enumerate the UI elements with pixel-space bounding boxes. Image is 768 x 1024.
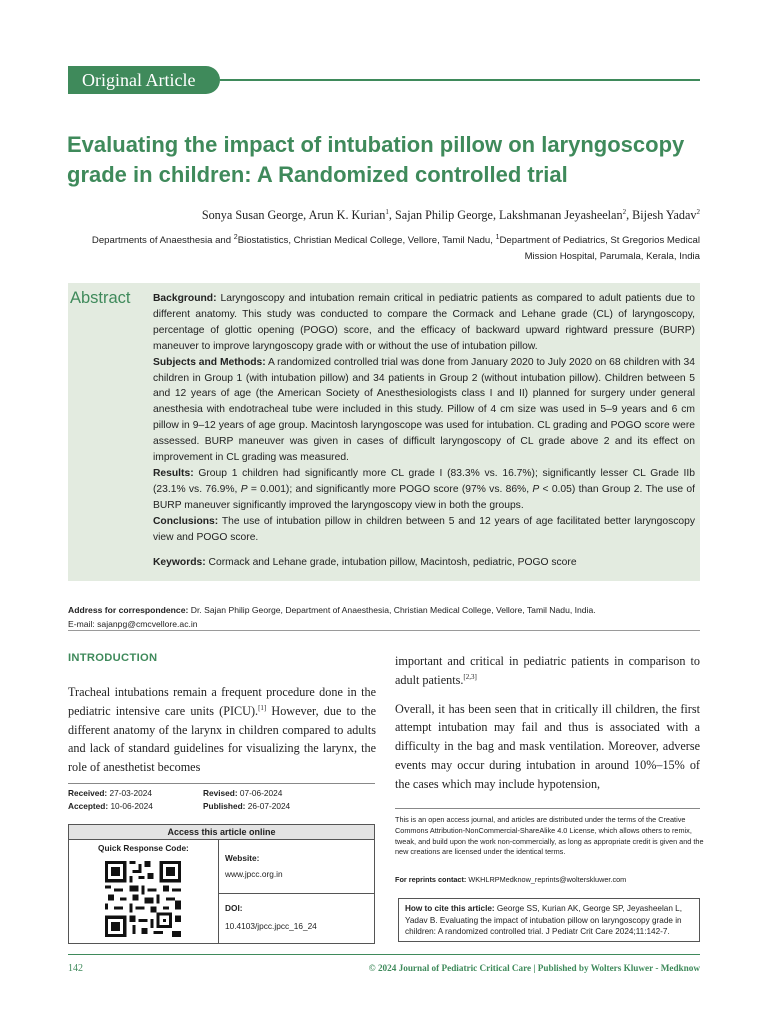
abstract-results: Results: Group 1 children had significantly more CL grade I (83.3% vs. 16.7%); significantly lesser CL Grade IIb (23.1% vs. 76.9%, P = 0.001); and significantly more POGO score (97% vs. 86%, P < 0.05) than Group 2. The use of BURP maneuver significantly improved the laryngoscopy view in both the groups. — [153, 467, 695, 511]
intro-paragraph-2: Overall, it has been seen that in critically ill children, the first attempt intubation may fail and thus is associated with a difficulty in the bag and mask ventilation. Moreover, adverse events may occur during intubation in around 10%–15% of the cases which may include hypotension, — [395, 701, 700, 791]
abstract-background: Background: Laryngoscopy and intubation remain critical in pediatric patients as compared to adult patients due to different anatomy. This study was conducted to compare the Cormack and Lehane grade (CL) of laryngoscopy, percentage of glottic opening (POGO) score, and the efficacy of backward upward rightward pressure (BURP) maneuver to improve laryngoscopy grade with or without the use of intubation pillow. — [153, 293, 695, 352]
author-list: Sonya Susan George, Arun K. Kurian$^1$, Sajan Philip George, Lakshmanan Jeyasheelan$^2$, Bijesh Yadav$^2$ — [201, 207, 700, 222]
doi-label: DOI: — [225, 903, 243, 913]
header-rule — [220, 79, 700, 81]
abstract-text — [153, 291, 695, 570]
abstract-label: Abstract — [70, 289, 131, 307]
author-affil-mark: 2 — [622, 207, 627, 216]
reprints-contact: For reprints contact: WKHLRPMedknow_reprints@wolterskluwer.com — [395, 875, 627, 884]
author: Arun K. Kurian — [308, 208, 386, 222]
divider — [395, 808, 700, 809]
author-affil-mark: 2 — [696, 207, 700, 216]
doi-link[interactable]: 10.4103/jpcc.jpcc_16_24 — [225, 921, 317, 931]
article-type-badge: Original Article — [68, 66, 220, 94]
reprints-email[interactable]: WKHLRPMedknow_reprints@wolterskluwer.com — [468, 875, 627, 884]
published-date: Published: 26-07-2024 — [203, 801, 291, 811]
footer-rule — [68, 954, 700, 955]
intro-paragraph-1-cont: important and critical in pediatric patients in comparison to adult patients.[2,3] — [395, 654, 700, 687]
qr-code-icon[interactable] — [105, 860, 181, 938]
intro-right-column — [395, 652, 700, 794]
section-heading-introduction: INTRODUCTION — [68, 652, 158, 664]
divider — [68, 783, 375, 784]
received-date: Received: 27-03-2024 — [68, 788, 152, 798]
abstract-keywords: Keywords: Cormack and Lehane grade, intubation pillow, Macintosh, pediatric, POGO score — [153, 556, 577, 568]
revised-date: Revised: 07-06-2024 — [203, 788, 283, 798]
correspondence: Address for correspondence: Dr. Sajan Philip George, Department of Anaesthesia, Christian Medical College, Vellore, Tamil Nadu, India. E-mail: sajanpg@cmcvellore.ac.in — [68, 603, 708, 631]
article-title: Evaluating the impact of intubation pillow on laryngoscopy grade in children: A Randomized controlled trial — [67, 132, 685, 187]
author-affil-mark: 1 — [385, 207, 389, 216]
accepted-date: Accepted: 10-06-2024 — [68, 801, 153, 811]
website-label: Website: — [225, 853, 260, 863]
license-note: This is an open access journal, and articles are distributed under the terms of the Creative Commons Attribution-NonCommercial-ShareAlike 4.0 License, which allows others to remix, tweak, and build upon the work non-commercially, as long as appropriate credit is given and the new creations are licensed under the identical terms. — [395, 815, 704, 857]
intro-paragraph-1: Tracheal intubations remain a frequent procedure done in the pediatric intensive care units (PICU).[1] However, due to the different anatomy of the larynx in children compared to adults and lack of standard guidelines for visualizing the larynx, the role of anesthetist becomes — [68, 685, 376, 775]
divider — [218, 839, 219, 943]
abstract-methods: Subjects and Methods: A randomized controlled trial was done from January 2020 to July 2020 on 68 children with 34 children in Group 1 (with intubation pillow) and 34 patients in Group 2 (without intubation pillow). Children between 5 and 12 years of age (the American Society of Anesthesiologists class I and II) planned for surgery under general anesthesia with endotracheal tube were included in this study. Pillow of 4 cm size was used in 5–9 years and 6 cm pillow in 9–12 years of age group. Macintosh laryngoscope was used for intubation. CL grading and POGO score were assessed. BURP maneuver was given in cases of difficult laryngoscopy of CL grade above 2 and its effect on improvement in CL grading was measured. — [153, 356, 695, 464]
affiliations: Departments of Anaesthesia and $^2$Biostatistics, Christian Medical College, Vellore, Tamil Nadu, $^1$Department of Pediatrics, St Gregorios Medical Mission Hospital, Parumala, Kerala, India — [91, 233, 700, 262]
access-box-header: Access this article online — [69, 825, 374, 840]
page-number: 142 — [68, 963, 83, 974]
website-link[interactable]: www.jpcc.org.in — [225, 869, 283, 879]
author: Sajan Philip George — [395, 208, 493, 222]
correspondence-email: E-mail: sajanpg@cmcvellore.ac.in — [68, 619, 198, 629]
divider — [68, 630, 700, 631]
citation-box: How to cite this article: George SS, Kurian AK, George SP, Jeyasheelan L, Yadav B. Evaluating the impact of intubation pillow on laryngoscopy grade in children: A randomized controlled trial. J Pediatr Crit Care 2024;11:142-7. — [398, 898, 700, 942]
author: Lakshmanan Jeyasheelan — [499, 208, 623, 222]
author: Sonya Susan George — [201, 208, 304, 222]
qr-label: Quick Response Code: — [98, 843, 189, 853]
abstract-conclusions: Conclusions: The use of intubation pillow in children between 5 and 12 years of age facilitated better laryngoscopy view and POGO score. — [153, 515, 695, 543]
journal-footer: © 2024 Journal of Pediatric Critical Care | Published by Wolters Kluwer - Medknow — [368, 963, 700, 973]
divider — [219, 893, 374, 894]
author: Bijesh Yadav — [632, 208, 697, 222]
